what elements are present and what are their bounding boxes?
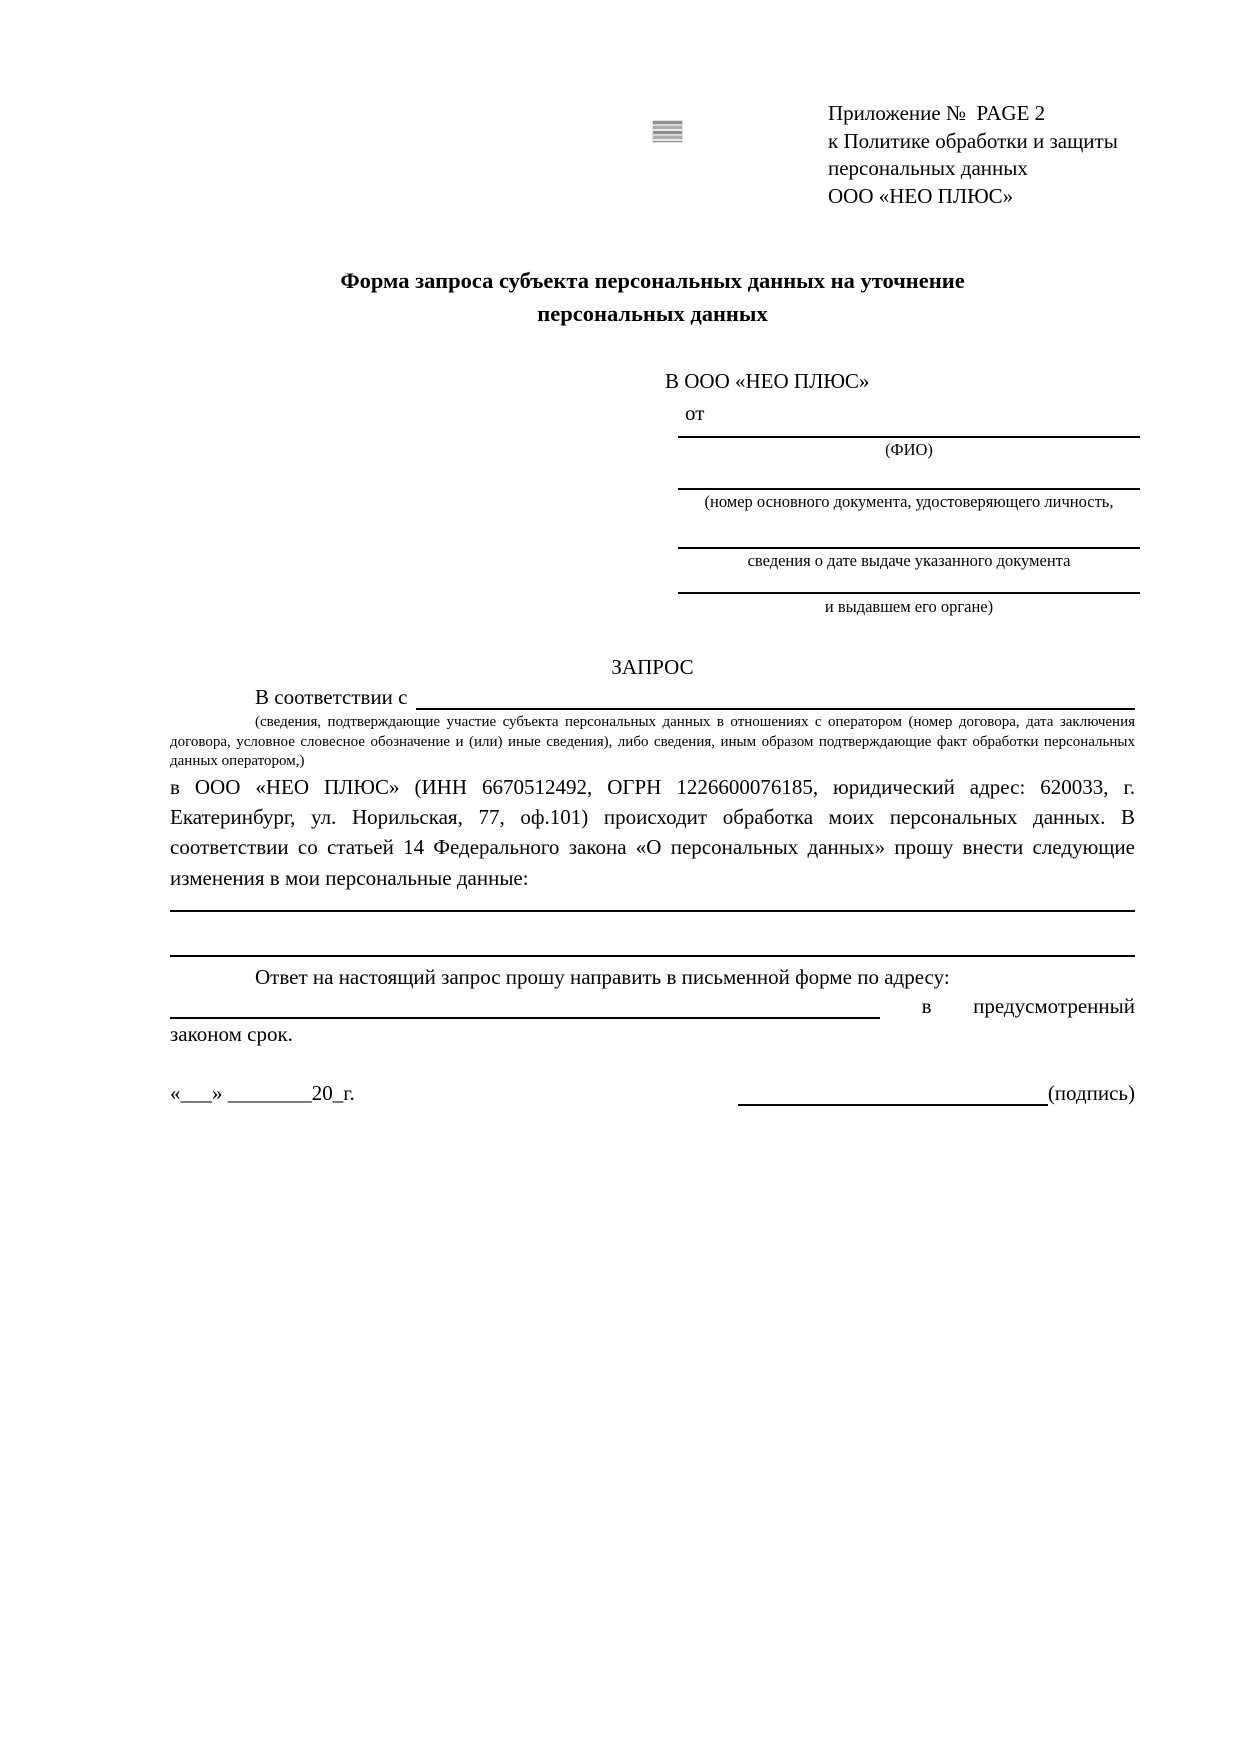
document-title — [170, 264, 1135, 330]
request-heading: ЗАПРОС — [611, 655, 694, 679]
from-label: от — [685, 401, 705, 425]
appendix-number-line: Приложение № PAGE 2 — [828, 101, 1046, 125]
fio-input-line[interactable] — [678, 436, 1140, 438]
basis-input-line[interactable] — [416, 686, 1136, 710]
fio-caption: (ФИО) — [885, 440, 933, 459]
basis-intro-row — [170, 684, 1135, 710]
title-line-1: Форма запроса субъекта персональных данных на уточнение — [340, 268, 965, 293]
document-number-caption: (номер основного документа, удостоверяющего личность, — [704, 492, 1114, 511]
signature-caption: (подпись) — [1047, 1081, 1135, 1105]
reply-instruction-line: Ответ на настоящий запрос прошу направить в письменной форме по адресу: — [255, 965, 950, 989]
issuing-authority-caption: и выдавшем его органе) — [824, 597, 994, 616]
reply-address-input-line[interactable] — [170, 995, 880, 1019]
title-line-2: персональных данных — [537, 301, 768, 326]
appendix-header — [828, 100, 1118, 210]
changes-input-line-1[interactable] — [170, 910, 1135, 912]
request-body-paragraph: в ООО «НЕО ПЛЮС» (ИНН 6670512492, ОГРН 1226600076185, юридический адрес: 620033, г. Екатеринбург, ул. Норильская, 77, оф.101) происходит обработка моих персональных данных. В соответствии со статьей 14 Федерального закона «О персональных данных» прошу внести следующие изменения в мои персональные данные: — [170, 775, 1135, 890]
table-thumbnail-icon — [653, 121, 682, 142]
document-number-input-line[interactable] — [678, 488, 1140, 490]
issue-date-input-line[interactable] — [678, 547, 1140, 549]
changes-input-line-2[interactable] — [170, 955, 1135, 957]
policy-line-2: персональных данных — [828, 156, 1028, 180]
basis-intro-text: В соответствии с — [255, 685, 408, 709]
date-signature-row — [170, 1080, 1135, 1106]
basis-footnote: (сведения, подтверждающие участие субъекта персональных данных в отношениях с оператором (номер договора, дата заключения договора, условное словесное обозначение и (или) иные сведения), либо сведения, иным образом подтверждающие факт обработки персональных данных оператором,) — [170, 714, 1135, 769]
reply-word-term: предусмотренный — [973, 994, 1135, 1018]
signature-block — [738, 1080, 1135, 1106]
statutory-term-line: законом срок. — [170, 1022, 293, 1046]
date-blank-field[interactable]: «___» ________20_г. — [170, 1081, 355, 1105]
signature-input-line[interactable] — [738, 1082, 1048, 1106]
reply-address-row — [170, 993, 1135, 1019]
issuing-authority-input-line[interactable] — [678, 592, 1140, 594]
company-name: ООО «НЕО ПЛЮС» — [828, 183, 1014, 208]
reply-word-in: в — [921, 994, 932, 1018]
addressee-company: В ООО «НЕО ПЛЮС» — [665, 369, 870, 393]
policy-line-1: к Политике обработки и защиты — [828, 128, 1118, 153]
issue-date-caption: сведения о дате выдаче указанного документа — [747, 551, 1071, 570]
